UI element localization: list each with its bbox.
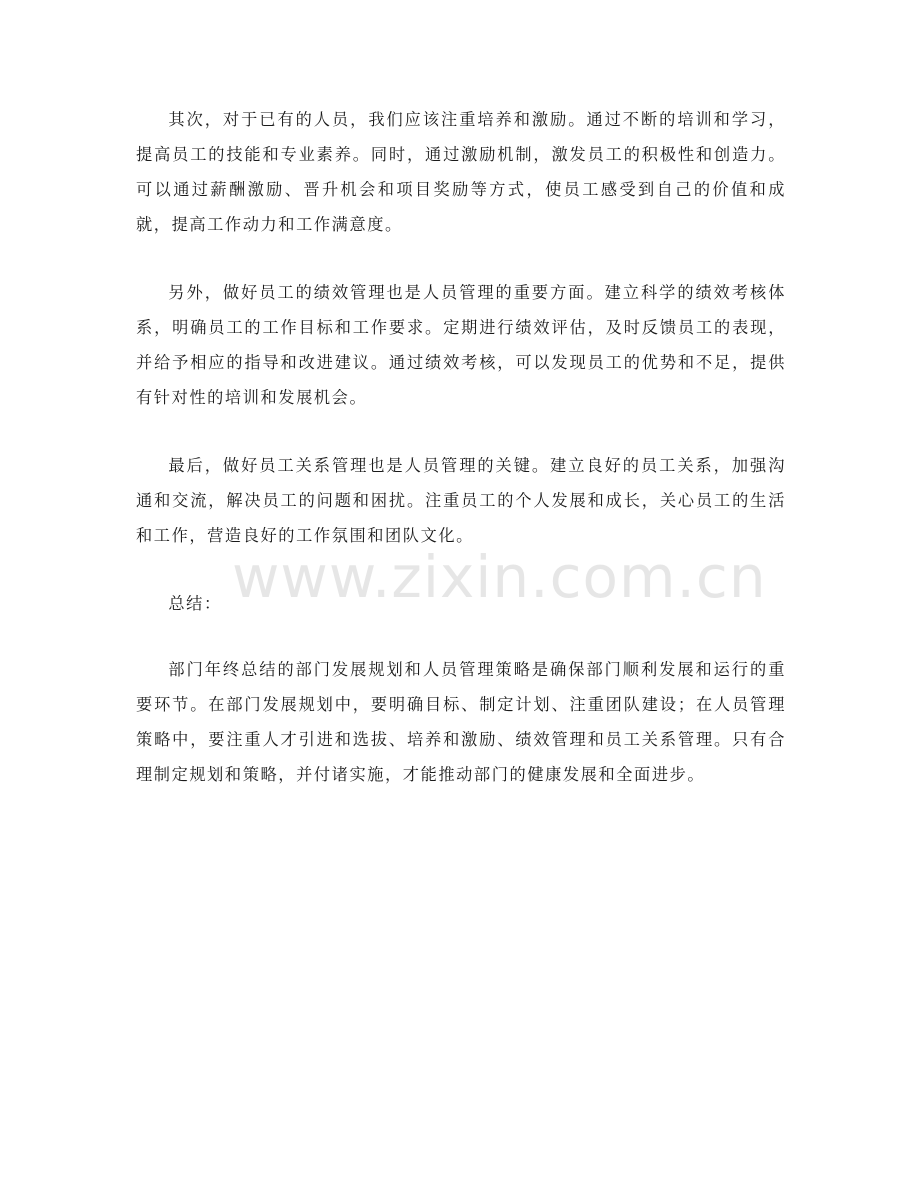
summary-heading: 总结： — [168, 594, 222, 613]
paragraph-summary: 部门年终总结的部门发展规划和人员管理策略是确保部门顺利发展和运行的重要环节。在部门发展规划中，要明确目标、制定计划、注重团队建设；在人员管理策略中，要注重人才引进和选拔、培养和激励、绩效管理和员工关系管理。只有合理制定规划和策略，并付诸实施，才能推动部门的健康发展和全面进步。 — [136, 660, 786, 784]
paragraph-training-incentives: 其次，对于已有的人员，我们应该注重培养和激励。通过不断的培训和学习，提高员工的技能和专业素养。同时，通过激励机制，激发员工的积极性和创造力。可以通过薪酬激励、晋升机会和项目奖励等方式，使员工感受到自己的价值和成就，提高工作动力和工作满意度。 — [136, 110, 786, 234]
watermark: www.zixin.com.cn — [232, 543, 767, 611]
document-page — [136, 102, 786, 825]
paragraph-performance-management: 另外，做好员工的绩效管理也是人员管理的重要方面。建立科学的绩效考核体系，明确员工的工作目标和工作要求。定期进行绩效评估，及时反馈员工的表现，并给予相应的指导和改进建议。通过绩效考核，可以发现员工的优势和不足，提供有针对性的培训和发展机会。 — [136, 283, 786, 407]
paragraph-employee-relations: 最后，做好员工关系管理也是人员管理的关键。建立良好的员工关系，加强沟通和交流，解决员工的问题和困扰。注重员工的个人发展和成长，关心员工的生活和工作，营造良好的工作氛围和团队文化。 — [136, 456, 786, 545]
